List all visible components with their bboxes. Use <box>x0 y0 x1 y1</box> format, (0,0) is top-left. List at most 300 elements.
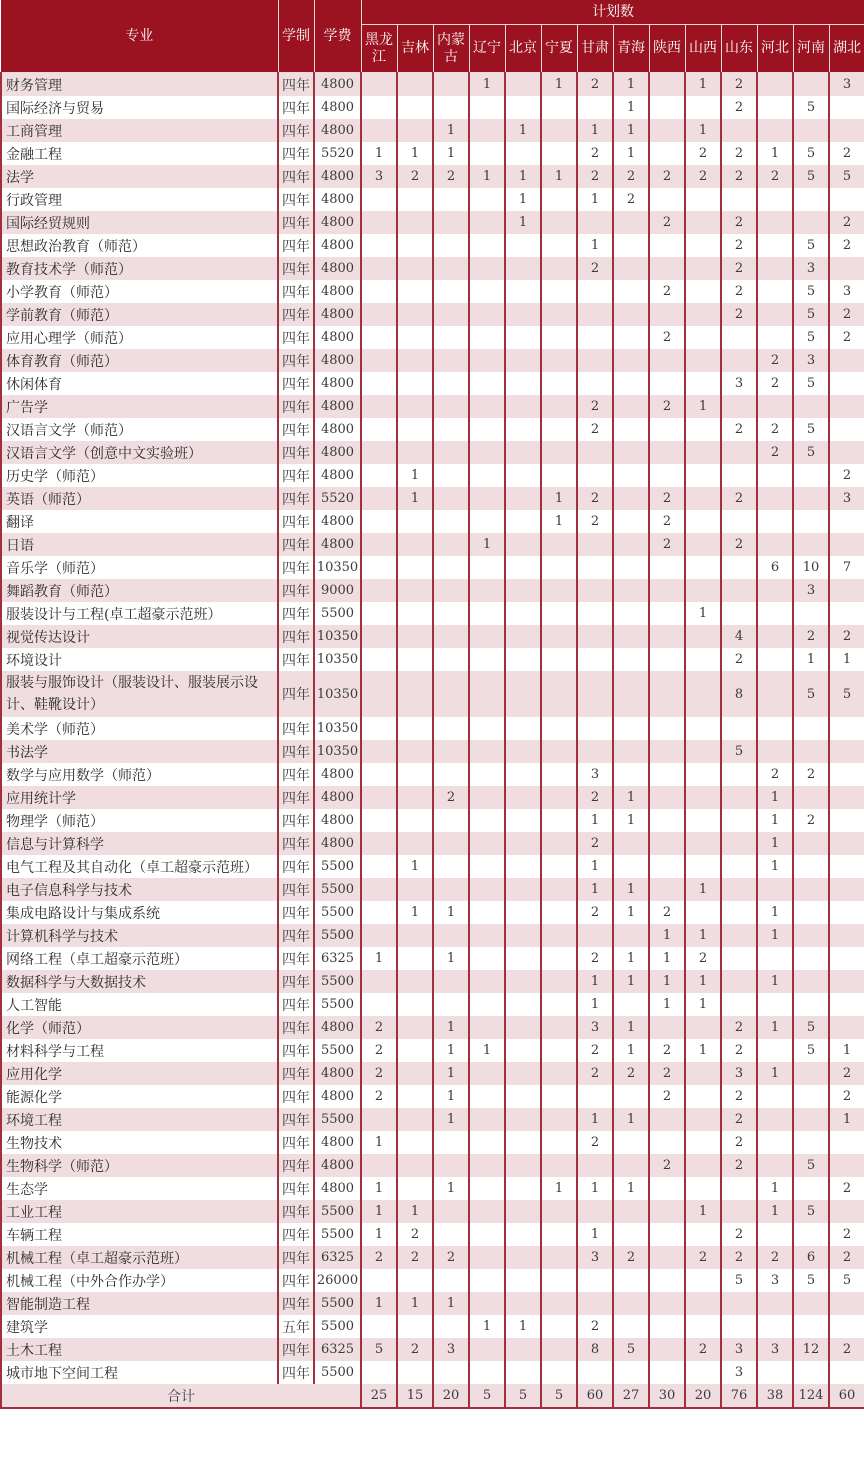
fee-cell: 10350 <box>314 556 361 579</box>
plan-count-cell <box>577 717 613 740</box>
plan-count-cell <box>505 418 541 441</box>
plan-count-cell <box>829 1131 864 1154</box>
plan-count-cell <box>649 786 685 809</box>
plan-count-cell <box>721 1292 757 1315</box>
major-cell: 书法学 <box>1 740 278 763</box>
plan-count-cell <box>505 96 541 119</box>
plan-count-cell <box>397 740 433 763</box>
table-row <box>1 1154 864 1177</box>
fee-cell: 4800 <box>314 211 361 234</box>
plan-count-cell: 1 <box>685 395 721 418</box>
plan-count-cell <box>649 441 685 464</box>
plan-count-cell <box>397 96 433 119</box>
plan-count-cell <box>757 510 793 533</box>
plan-count-cell: 1 <box>433 1085 469 1108</box>
plan-count-cell: 1 <box>685 1200 721 1223</box>
plan-count-cell <box>829 947 864 970</box>
total-count-cell: 5 <box>541 1384 577 1408</box>
fee-cell: 6325 <box>314 1246 361 1269</box>
plan-count-cell <box>541 1154 577 1177</box>
plan-count-cell <box>541 1200 577 1223</box>
plan-count-cell <box>397 1108 433 1131</box>
major-cell: 数据科学与大数据技术 <box>1 970 278 993</box>
plan-count-cell <box>505 671 541 717</box>
plan-count-cell <box>469 510 505 533</box>
plan-count-cell <box>721 349 757 372</box>
plan-count-cell <box>505 1062 541 1085</box>
plan-count-cell <box>721 326 757 349</box>
plan-count-cell <box>649 119 685 142</box>
plan-count-cell <box>541 349 577 372</box>
plan-count-cell: 2 <box>649 901 685 924</box>
plan-count-cell <box>685 579 721 602</box>
plan-count-cell <box>541 1315 577 1338</box>
years-cell: 四年 <box>278 165 314 188</box>
plan-count-cell <box>541 119 577 142</box>
plan-count-cell: 1 <box>757 809 793 832</box>
plan-count-cell: 1 <box>541 73 577 97</box>
plan-count-cell <box>469 1108 505 1131</box>
plan-count-cell <box>649 188 685 211</box>
plan-count-cell: 1 <box>829 648 864 671</box>
major-cell: 应用化学 <box>1 1062 278 1085</box>
years-cell: 四年 <box>278 809 314 832</box>
plan-count-cell: 1 <box>757 1062 793 1085</box>
plan-count-cell <box>793 878 829 901</box>
plan-count-cell <box>541 395 577 418</box>
plan-count-cell <box>685 1062 721 1085</box>
plan-count-cell <box>685 211 721 234</box>
plan-count-cell: 1 <box>433 1292 469 1315</box>
total-count-cell: 60 <box>577 1384 613 1408</box>
major-cell: 汉语言文学（师范） <box>1 418 278 441</box>
plan-count-cell <box>757 1223 793 1246</box>
plan-count-cell: 2 <box>577 786 613 809</box>
plan-count-cell <box>721 602 757 625</box>
table-row <box>1 717 864 740</box>
plan-count-cell: 7 <box>829 556 864 579</box>
major-cell: 机械工程（中外合作办学） <box>1 1269 278 1292</box>
plan-count-cell: 3 <box>793 349 829 372</box>
plan-count-cell <box>505 1292 541 1315</box>
plan-count-cell <box>577 326 613 349</box>
plan-count-cell: 1 <box>577 119 613 142</box>
plan-count-cell: 2 <box>721 1085 757 1108</box>
plan-count-cell <box>757 1315 793 1338</box>
plan-count-cell: 1 <box>613 1016 649 1039</box>
major-cell: 音乐学（师范） <box>1 556 278 579</box>
plan-count-cell <box>649 625 685 648</box>
plan-count-cell <box>541 809 577 832</box>
table-row <box>1 1292 864 1315</box>
plan-count-cell: 5 <box>793 303 829 326</box>
plan-count-cell: 2 <box>649 1085 685 1108</box>
plan-count-cell <box>793 1223 829 1246</box>
years-cell: 四年 <box>278 349 314 372</box>
plan-count-cell: 5 <box>793 372 829 395</box>
years-cell: 四年 <box>278 234 314 257</box>
years-cell: 四年 <box>278 211 314 234</box>
plan-count-cell <box>577 96 613 119</box>
plan-count-cell: 2 <box>757 349 793 372</box>
fee-cell: 4800 <box>314 395 361 418</box>
table-row <box>1 234 864 257</box>
years-cell: 四年 <box>278 1361 314 1384</box>
plan-count-cell: 1 <box>685 924 721 947</box>
plan-count-cell: 2 <box>721 648 757 671</box>
plan-count-cell: 1 <box>433 901 469 924</box>
plan-count-cell <box>505 809 541 832</box>
plan-count-cell <box>613 533 649 556</box>
plan-count-cell <box>397 418 433 441</box>
plan-count-cell: 3 <box>757 1338 793 1361</box>
plan-count-cell <box>433 1131 469 1154</box>
plan-count-cell <box>361 441 397 464</box>
table-row <box>1 280 864 303</box>
plan-count-cell <box>721 970 757 993</box>
plan-count-cell: 3 <box>721 1062 757 1085</box>
major-cell: 数学与应用数学（师范） <box>1 763 278 786</box>
plan-count-cell: 1 <box>613 786 649 809</box>
plan-count-cell: 2 <box>721 487 757 510</box>
plan-count-cell <box>397 832 433 855</box>
header-province: 北京 <box>505 25 541 73</box>
plan-count-cell <box>397 395 433 418</box>
plan-count-cell <box>505 234 541 257</box>
plan-count-cell: 2 <box>829 1338 864 1361</box>
plan-count-cell <box>397 556 433 579</box>
fee-cell: 5500 <box>314 901 361 924</box>
plan-count-cell: 1 <box>577 970 613 993</box>
plan-count-cell <box>541 303 577 326</box>
plan-count-cell: 3 <box>577 1016 613 1039</box>
plan-count-cell <box>829 717 864 740</box>
plan-count-cell: 2 <box>577 418 613 441</box>
fee-cell: 5500 <box>314 1039 361 1062</box>
plan-count-cell: 1 <box>685 119 721 142</box>
plan-count-cell: 1 <box>433 142 469 165</box>
plan-count-cell <box>721 464 757 487</box>
plan-count-cell: 1 <box>613 1177 649 1200</box>
plan-count-cell <box>433 970 469 993</box>
plan-count-cell <box>469 809 505 832</box>
plan-count-cell <box>721 763 757 786</box>
plan-count-cell <box>541 901 577 924</box>
plan-count-cell <box>505 372 541 395</box>
major-cell: 英语（师范） <box>1 487 278 510</box>
plan-count-cell <box>649 763 685 786</box>
plan-count-cell <box>577 464 613 487</box>
table-row <box>1 1039 864 1062</box>
plan-count-cell <box>577 1085 613 1108</box>
plan-count-cell <box>541 1039 577 1062</box>
major-cell: 应用统计学 <box>1 786 278 809</box>
table-row <box>1 441 864 464</box>
plan-count-cell <box>721 1315 757 1338</box>
plan-count-cell: 2 <box>577 1062 613 1085</box>
plan-count-cell: 1 <box>613 878 649 901</box>
plan-count-cell <box>469 395 505 418</box>
plan-count-cell <box>793 947 829 970</box>
plan-count-cell <box>829 395 864 418</box>
plan-count-cell: 1 <box>613 901 649 924</box>
plan-count-cell <box>721 556 757 579</box>
years-cell: 四年 <box>278 510 314 533</box>
plan-count-cell: 2 <box>649 1062 685 1085</box>
plan-count-cell <box>721 441 757 464</box>
plan-count-cell: 1 <box>577 1177 613 1200</box>
plan-count-cell <box>505 740 541 763</box>
plan-count-cell: 1 <box>757 786 793 809</box>
plan-count-cell <box>649 878 685 901</box>
major-cell: 建筑学 <box>1 1315 278 1338</box>
plan-count-cell <box>757 234 793 257</box>
fee-cell: 10350 <box>314 648 361 671</box>
plan-count-cell: 1 <box>469 533 505 556</box>
table-row <box>1 142 864 165</box>
fee-cell: 6325 <box>314 947 361 970</box>
plan-count-cell <box>541 326 577 349</box>
plan-count-cell <box>649 372 685 395</box>
plan-count-cell: 1 <box>397 464 433 487</box>
plan-count-cell: 3 <box>757 1269 793 1292</box>
plan-count-cell <box>505 326 541 349</box>
plan-count-cell <box>397 441 433 464</box>
table-row <box>1 901 864 924</box>
plan-count-cell: 5 <box>793 326 829 349</box>
fee-cell: 4800 <box>314 372 361 395</box>
years-cell: 四年 <box>278 257 314 280</box>
plan-count-cell <box>613 717 649 740</box>
plan-count-cell: 2 <box>793 763 829 786</box>
plan-count-cell <box>685 556 721 579</box>
plan-count-cell <box>469 119 505 142</box>
plan-count-cell <box>433 1200 469 1223</box>
plan-count-cell: 1 <box>613 970 649 993</box>
plan-count-cell <box>505 970 541 993</box>
plan-count-cell <box>613 395 649 418</box>
plan-count-cell <box>649 648 685 671</box>
plan-count-cell <box>505 1223 541 1246</box>
plan-count-cell <box>649 1292 685 1315</box>
plan-count-cell <box>361 510 397 533</box>
plan-count-cell <box>757 947 793 970</box>
major-cell: 城市地下空间工程 <box>1 1361 278 1384</box>
plan-count-cell: 2 <box>721 533 757 556</box>
plan-count-cell: 1 <box>469 1315 505 1338</box>
plan-count-cell <box>397 188 433 211</box>
plan-count-cell: 1 <box>613 142 649 165</box>
plan-count-cell <box>541 464 577 487</box>
plan-count-cell: 2 <box>613 1246 649 1269</box>
plan-count-cell <box>577 441 613 464</box>
plan-count-cell <box>649 1016 685 1039</box>
plan-count-cell: 1 <box>793 648 829 671</box>
plan-count-cell <box>613 372 649 395</box>
plan-count-cell <box>469 418 505 441</box>
plan-count-cell <box>685 1131 721 1154</box>
plan-count-cell <box>541 372 577 395</box>
plan-count-cell <box>757 671 793 717</box>
plan-count-cell: 2 <box>829 1223 864 1246</box>
total-count-cell: 27 <box>613 1384 649 1408</box>
plan-count-cell: 2 <box>433 165 469 188</box>
header-province: 内蒙古 <box>433 25 469 73</box>
plan-count-cell <box>685 717 721 740</box>
plan-count-cell: 2 <box>649 211 685 234</box>
plan-count-cell <box>361 257 397 280</box>
plan-count-cell <box>505 579 541 602</box>
fee-cell: 4800 <box>314 464 361 487</box>
plan-count-cell <box>469 441 505 464</box>
plan-count-cell <box>505 901 541 924</box>
plan-count-cell <box>397 1016 433 1039</box>
plan-count-cell: 8 <box>577 1338 613 1361</box>
plan-count-cell: 5 <box>793 142 829 165</box>
plan-count-cell <box>577 349 613 372</box>
plan-count-cell: 2 <box>649 165 685 188</box>
plan-count-cell: 2 <box>757 165 793 188</box>
table-row <box>1 1085 864 1108</box>
plan-count-cell <box>649 602 685 625</box>
plan-count-cell <box>577 533 613 556</box>
plan-count-cell <box>541 533 577 556</box>
plan-count-cell <box>577 303 613 326</box>
plan-count-cell <box>829 119 864 142</box>
header-province: 宁夏 <box>541 25 577 73</box>
header-province: 辽宁 <box>469 25 505 73</box>
years-cell: 四年 <box>278 303 314 326</box>
major-cell: 日语 <box>1 533 278 556</box>
plan-count-cell <box>397 924 433 947</box>
plan-count-cell: 1 <box>505 211 541 234</box>
plan-count-cell <box>397 993 433 1016</box>
plan-count-cell <box>649 740 685 763</box>
plan-count-cell: 1 <box>541 1177 577 1200</box>
plan-count-cell: 2 <box>757 763 793 786</box>
plan-count-cell: 1 <box>757 142 793 165</box>
plan-count-cell <box>541 1338 577 1361</box>
plan-count-cell: 2 <box>829 234 864 257</box>
table-row <box>1 1016 864 1039</box>
plan-count-cell <box>829 418 864 441</box>
plan-count-cell <box>541 257 577 280</box>
plan-count-cell <box>721 786 757 809</box>
plan-count-cell <box>433 855 469 878</box>
plan-count-cell: 3 <box>577 763 613 786</box>
plan-count-cell <box>361 1108 397 1131</box>
fee-cell: 4800 <box>314 1131 361 1154</box>
plan-count-cell: 2 <box>721 1016 757 1039</box>
plan-count-cell <box>829 924 864 947</box>
plan-count-cell <box>469 602 505 625</box>
major-cell: 土木工程 <box>1 1338 278 1361</box>
table-row <box>1 993 864 1016</box>
plan-count-cell <box>541 234 577 257</box>
plan-count-cell: 2 <box>397 1338 433 1361</box>
plan-count-cell <box>685 1223 721 1246</box>
plan-count-cell <box>505 1361 541 1384</box>
plan-count-cell <box>469 1131 505 1154</box>
fee-cell: 5500 <box>314 855 361 878</box>
plan-count-cell <box>541 1269 577 1292</box>
plan-count-cell <box>685 786 721 809</box>
plan-count-cell: 6 <box>757 556 793 579</box>
total-row <box>1 1384 864 1408</box>
fee-cell: 4800 <box>314 1016 361 1039</box>
plan-count-cell <box>793 832 829 855</box>
years-cell: 四年 <box>278 786 314 809</box>
table-row <box>1 924 864 947</box>
table-row <box>1 1108 864 1131</box>
plan-count-cell <box>433 717 469 740</box>
plan-count-cell: 1 <box>397 901 433 924</box>
plan-count-cell <box>829 510 864 533</box>
plan-count-cell: 1 <box>577 1108 613 1131</box>
years-cell: 四年 <box>278 395 314 418</box>
plan-count-cell <box>541 142 577 165</box>
plan-count-cell <box>397 234 433 257</box>
plan-count-cell <box>685 372 721 395</box>
plan-count-cell <box>469 1223 505 1246</box>
plan-count-cell <box>613 280 649 303</box>
major-cell: 法学 <box>1 165 278 188</box>
plan-count-cell <box>541 1062 577 1085</box>
plan-count-cell: 2 <box>577 1039 613 1062</box>
plan-count-cell <box>361 556 397 579</box>
plan-count-cell <box>469 901 505 924</box>
plan-count-cell <box>685 303 721 326</box>
table-row <box>1 556 864 579</box>
plan-count-cell: 1 <box>397 1200 433 1223</box>
plan-count-cell <box>505 1269 541 1292</box>
plan-count-cell <box>397 878 433 901</box>
years-cell: 四年 <box>278 280 314 303</box>
plan-count-cell <box>721 717 757 740</box>
header-years: 学制 <box>278 0 314 73</box>
plan-count-cell <box>541 924 577 947</box>
header-province: 陕西 <box>649 25 685 73</box>
plan-count-cell: 1 <box>469 165 505 188</box>
plan-count-cell: 2 <box>685 1338 721 1361</box>
plan-count-cell: 1 <box>505 1315 541 1338</box>
fee-cell: 5500 <box>314 1315 361 1338</box>
major-cell: 服装与服饰设计（服装设计、服装展示设计、鞋靴设计） <box>1 671 278 717</box>
plan-count-cell <box>505 878 541 901</box>
plan-count-cell <box>577 924 613 947</box>
plan-count-cell <box>685 234 721 257</box>
major-cell: 服装设计与工程(卓工超豪示范班） <box>1 602 278 625</box>
major-cell: 网络工程（卓工超豪示范班） <box>1 947 278 970</box>
plan-count-cell <box>397 648 433 671</box>
plan-count-cell <box>757 1085 793 1108</box>
plan-count-cell <box>685 1085 721 1108</box>
plan-count-cell <box>361 878 397 901</box>
plan-count-cell <box>757 878 793 901</box>
plan-count-cell: 1 <box>649 993 685 1016</box>
plan-count-cell: 1 <box>505 188 541 211</box>
plan-count-cell <box>793 1361 829 1384</box>
plan-count-cell <box>793 533 829 556</box>
plan-count-cell <box>469 1200 505 1223</box>
plan-count-cell: 2 <box>721 234 757 257</box>
plan-count-cell: 2 <box>649 487 685 510</box>
plan-count-cell: 10 <box>793 556 829 579</box>
plan-count-cell <box>397 1269 433 1292</box>
plan-count-cell <box>541 993 577 1016</box>
plan-count-cell <box>361 671 397 717</box>
plan-count-cell <box>541 1085 577 1108</box>
